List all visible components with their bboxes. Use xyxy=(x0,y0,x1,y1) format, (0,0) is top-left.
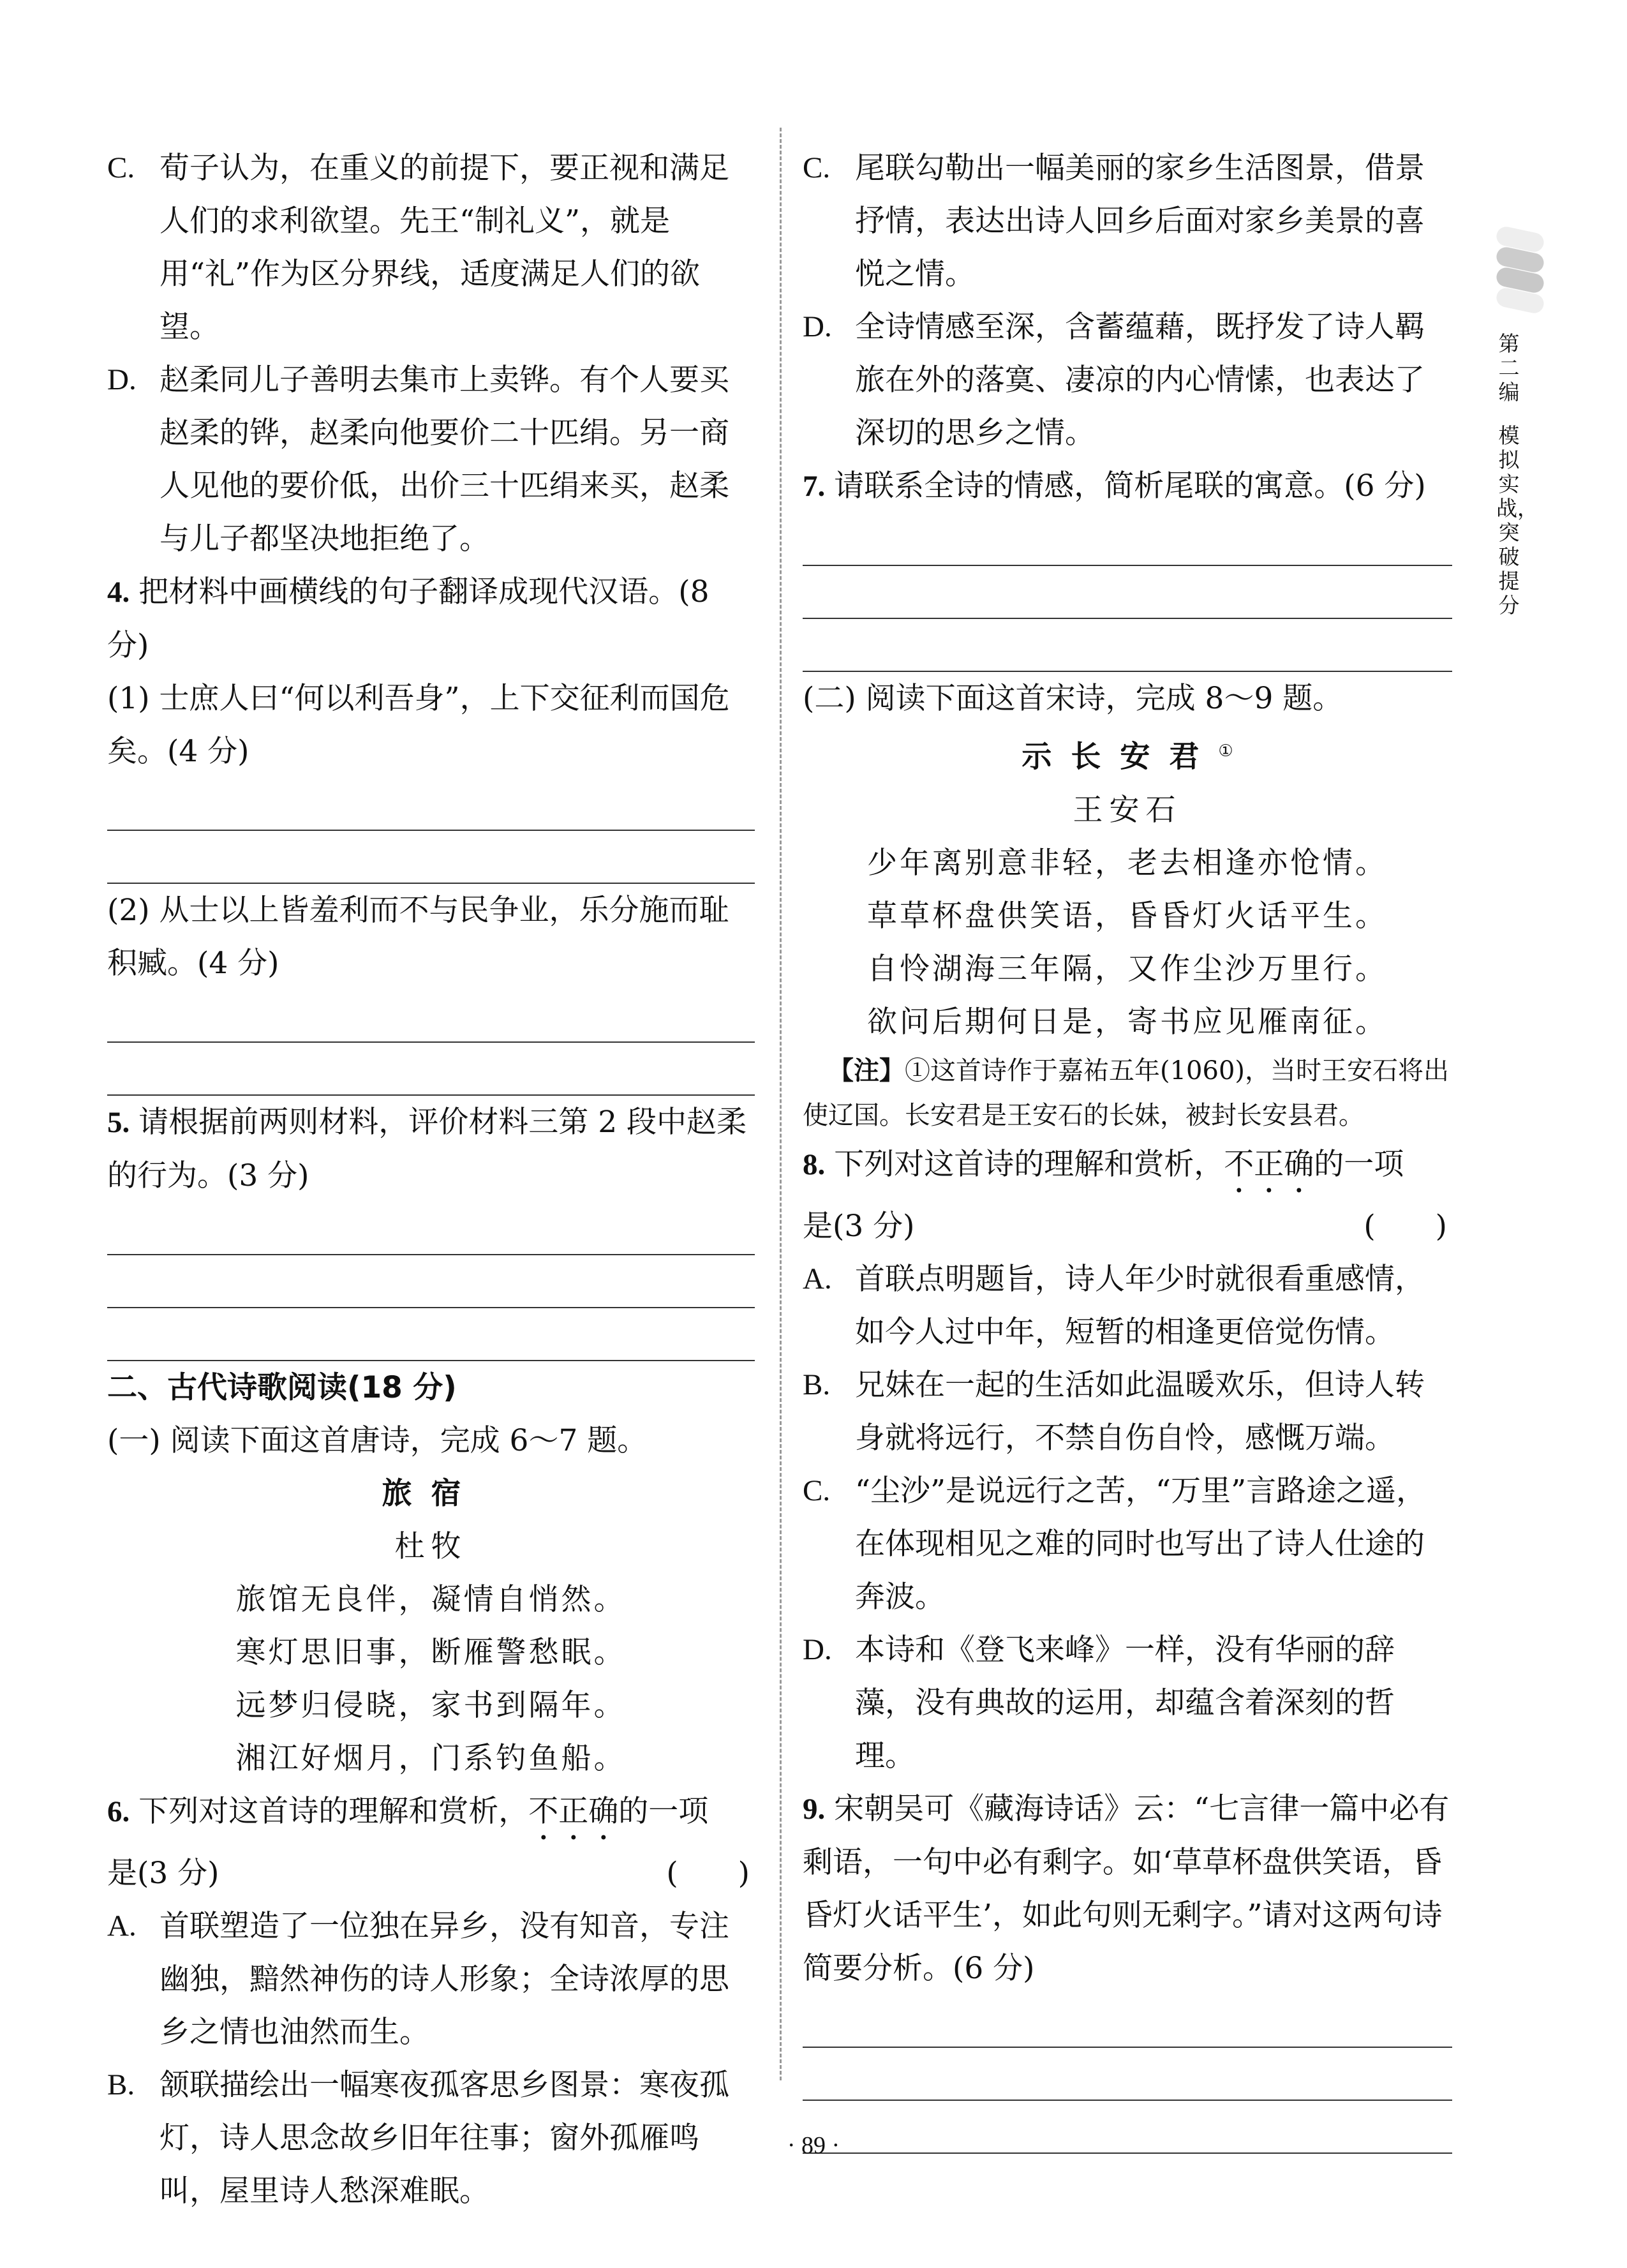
question-text: 下列对这首诗的理解和赏析， xyxy=(834,1146,1224,1182)
poem-title-text: 旅宿 xyxy=(382,1476,480,1511)
question xyxy=(107,1096,755,1202)
option-label: D. xyxy=(107,363,137,396)
question-number: 4. xyxy=(107,576,130,609)
question-text: 是(3 分) xyxy=(803,1208,915,1244)
option-item xyxy=(803,301,1452,459)
right-column xyxy=(803,142,1452,2154)
poem-line: 欲问后期何日是，寄书应见雁南征。 xyxy=(867,1004,1388,1040)
poem-line: 自怜湖海三年隔，又作尘沙万里行。 xyxy=(867,951,1388,987)
question-number: 6. xyxy=(107,1795,130,1828)
option-item xyxy=(107,354,755,565)
answer-paren: ( ) xyxy=(1363,1208,1447,1244)
question-text: 把材料中画横线的句子翻译成现代汉语。(8 分) xyxy=(107,574,709,663)
poem-author: 王安石 xyxy=(1073,792,1182,828)
question-number: 9. xyxy=(803,1792,826,1826)
paragraph: (1) 士庶人曰“何以利吾身”，上下交征利而国危矣。(4 分) xyxy=(107,681,730,769)
poem-title xyxy=(107,1467,755,1520)
answer-line[interactable] xyxy=(803,2048,1452,2101)
poem-line: 远梦归侵晓，家书到隔年。 xyxy=(235,1688,627,1723)
poem-author: 杜牧 xyxy=(394,1529,468,1564)
question xyxy=(803,1782,1452,1995)
question xyxy=(107,1785,755,1900)
option-label: A. xyxy=(803,1262,832,1295)
option-label: D. xyxy=(803,310,832,343)
option-text: 首联塑造了一位独在异乡，没有知音，专注幽独，黯然神伤的诗人形象；全诗浓厚的思乡之情也油然而生。 xyxy=(160,1909,729,2050)
option-label: B. xyxy=(107,2068,135,2101)
answer-line[interactable] xyxy=(107,1255,755,1308)
option-item xyxy=(803,1359,1452,1465)
question-text: 宋朝吴可《藏海诗话》云：“七言律一篇中必有剩语，一句中必有剩字。如‘草草杯盘供笑语，昏昏灯火话平生’，如此句则无剩字。”请对这两句诗简要分析。(6 分) xyxy=(803,1791,1450,1986)
question-number: 8. xyxy=(803,1147,826,1181)
option-label: D. xyxy=(803,1632,832,1666)
question-text: 的一项 xyxy=(1314,1146,1404,1182)
paragraph: (一) 阅读下面这首唐诗，完成 6～7 题。 xyxy=(107,1423,648,1458)
answer-line[interactable] xyxy=(803,1995,1452,2048)
answer-line[interactable] xyxy=(107,831,755,884)
option-label: B. xyxy=(803,1368,831,1401)
emphasized-text: 不正确 xyxy=(528,1794,619,1829)
option-item xyxy=(107,1900,755,2059)
answer-line[interactable] xyxy=(803,619,1452,672)
poem-line: 湘江好烟月，门系钓鱼船。 xyxy=(235,1741,627,1776)
footnote-mark: ① xyxy=(1218,742,1233,761)
option-label: A. xyxy=(107,1909,137,1943)
paragraph: (二) 阅读下面这首宋诗，完成 8～9 题。 xyxy=(803,681,1343,716)
paragraph: (2) 从士以上皆羞利而不与民争业，乐分施而耻积臧。(4 分) xyxy=(107,893,729,981)
answer-line[interactable] xyxy=(107,1202,755,1255)
question-text: 请联系全诗的情感，简析尾联的寓意。(6 分) xyxy=(834,468,1426,504)
poem-title xyxy=(803,725,1452,784)
answer-line[interactable] xyxy=(107,990,755,1043)
option-label: C. xyxy=(803,151,831,184)
option-item xyxy=(107,142,755,354)
question-text: 的一项 xyxy=(618,1794,709,1829)
side-tab xyxy=(1496,331,1538,618)
question-number: 7. xyxy=(803,470,826,503)
option-item xyxy=(803,1623,1452,1782)
footnote xyxy=(803,1048,1452,1138)
question xyxy=(803,459,1452,513)
answer-line[interactable] xyxy=(803,513,1452,566)
answer-line[interactable] xyxy=(107,1043,755,1096)
option-label: C. xyxy=(803,1473,831,1507)
option-text: “尘沙”是说远行之苦，“万里”言路途之遥，在体现相见之难的同时也写出了诗人仕途的奔波。 xyxy=(855,1473,1427,1615)
option-item xyxy=(803,1465,1452,1623)
question-text: 下列对这首诗的理解和赏析， xyxy=(138,1794,529,1829)
option-item xyxy=(803,142,1452,301)
poem-title-text: 示长安君 xyxy=(1022,739,1219,775)
page-number: · 89 · xyxy=(787,2132,840,2159)
question-text: 请根据前两则材料，评价材料三第 2 段中赵柔的行为。(3 分) xyxy=(107,1105,747,1193)
side-slogan: 模拟实战，突破提分 xyxy=(1496,423,1538,618)
emphasized-text: 不正确 xyxy=(1224,1146,1314,1182)
option-text: 本诗和《登飞来峰》一样，没有华丽的辞藻，没有典故的运用，却蕴含着深刻的哲理。 xyxy=(855,1632,1395,1773)
answer-paren: ( ) xyxy=(666,1856,750,1891)
answer-line[interactable] xyxy=(107,1308,755,1361)
option-text: 首联点明题旨，诗人年少时就很看重感情，如今人过中年，短暂的相逢更倍觉伤情。 xyxy=(855,1261,1425,1350)
brush-decoration-icon xyxy=(1496,230,1544,311)
poem-line: 草草杯盘供笑语，昏昏灯火话平生。 xyxy=(867,898,1388,934)
option-label: C. xyxy=(107,151,135,184)
poem-line: 寒灯思旧事，断雁警愁眠。 xyxy=(235,1635,627,1670)
option-text: 赵柔同儿子善明去集市上卖铧。有个人要买赵柔的铧，赵柔向他要价二十匹绢。另一商人见他的要价低，出价三十匹绢来买，赵柔与儿子都坚决地拒绝了。 xyxy=(160,362,729,556)
option-text: 尾联勾勒出一幅美丽的家乡生活图景，借景抒情，表达出诗人回乡后面对家乡美景的喜悦之情。 xyxy=(855,151,1425,292)
poem-line: 少年离别意非轻，老去相逢亦怆情。 xyxy=(867,845,1388,881)
answer-line[interactable] xyxy=(107,778,755,831)
option-item xyxy=(803,1253,1452,1359)
question-number: 5. xyxy=(107,1106,130,1139)
option-text: 荀子认为，在重义的前提下，要正视和满足人们的求利欲望。先王“制礼义”，就是用“礼”作为区分界线，适度满足人们的欲望。 xyxy=(160,151,729,345)
option-text: 全诗情感至深，含蓄蕴藉，既抒发了诗人羁旅在外的落寞、凄凉的内心情愫，也表达了深切的思乡之情。 xyxy=(855,310,1425,451)
note-label: 【注】 xyxy=(828,1056,905,1086)
question xyxy=(803,1138,1452,1253)
note-text: ①这首诗作于嘉祐五年(1060)，当时王安石将出使辽国。长安君是王安石的长妹，被封长安县君。 xyxy=(803,1056,1450,1130)
poem-line: 旅馆无良伴，凝情自悄然。 xyxy=(235,1582,627,1617)
question-text: 是(3 分) xyxy=(107,1856,219,1891)
question xyxy=(107,565,755,672)
side-part: 第二编 xyxy=(1498,331,1520,405)
answer-line[interactable] xyxy=(803,566,1452,619)
left-column xyxy=(107,142,755,2218)
section-heading: 二、古代诗歌阅读(18 分) xyxy=(107,1370,457,1405)
column-divider xyxy=(780,128,782,2080)
option-text: 兄妹在一起的生活如此温暖欢乐，但诗人转身就将远行，不禁自伤自怜，感慨万端。 xyxy=(855,1367,1425,1456)
option-text: 颔联描绘出一幅寒夜孤客思乡图景：寒夜孤灯，诗人思念故乡旧年往事；窗外孤雁鸣叫，屋里诗人愁深难眠。 xyxy=(160,2068,729,2209)
